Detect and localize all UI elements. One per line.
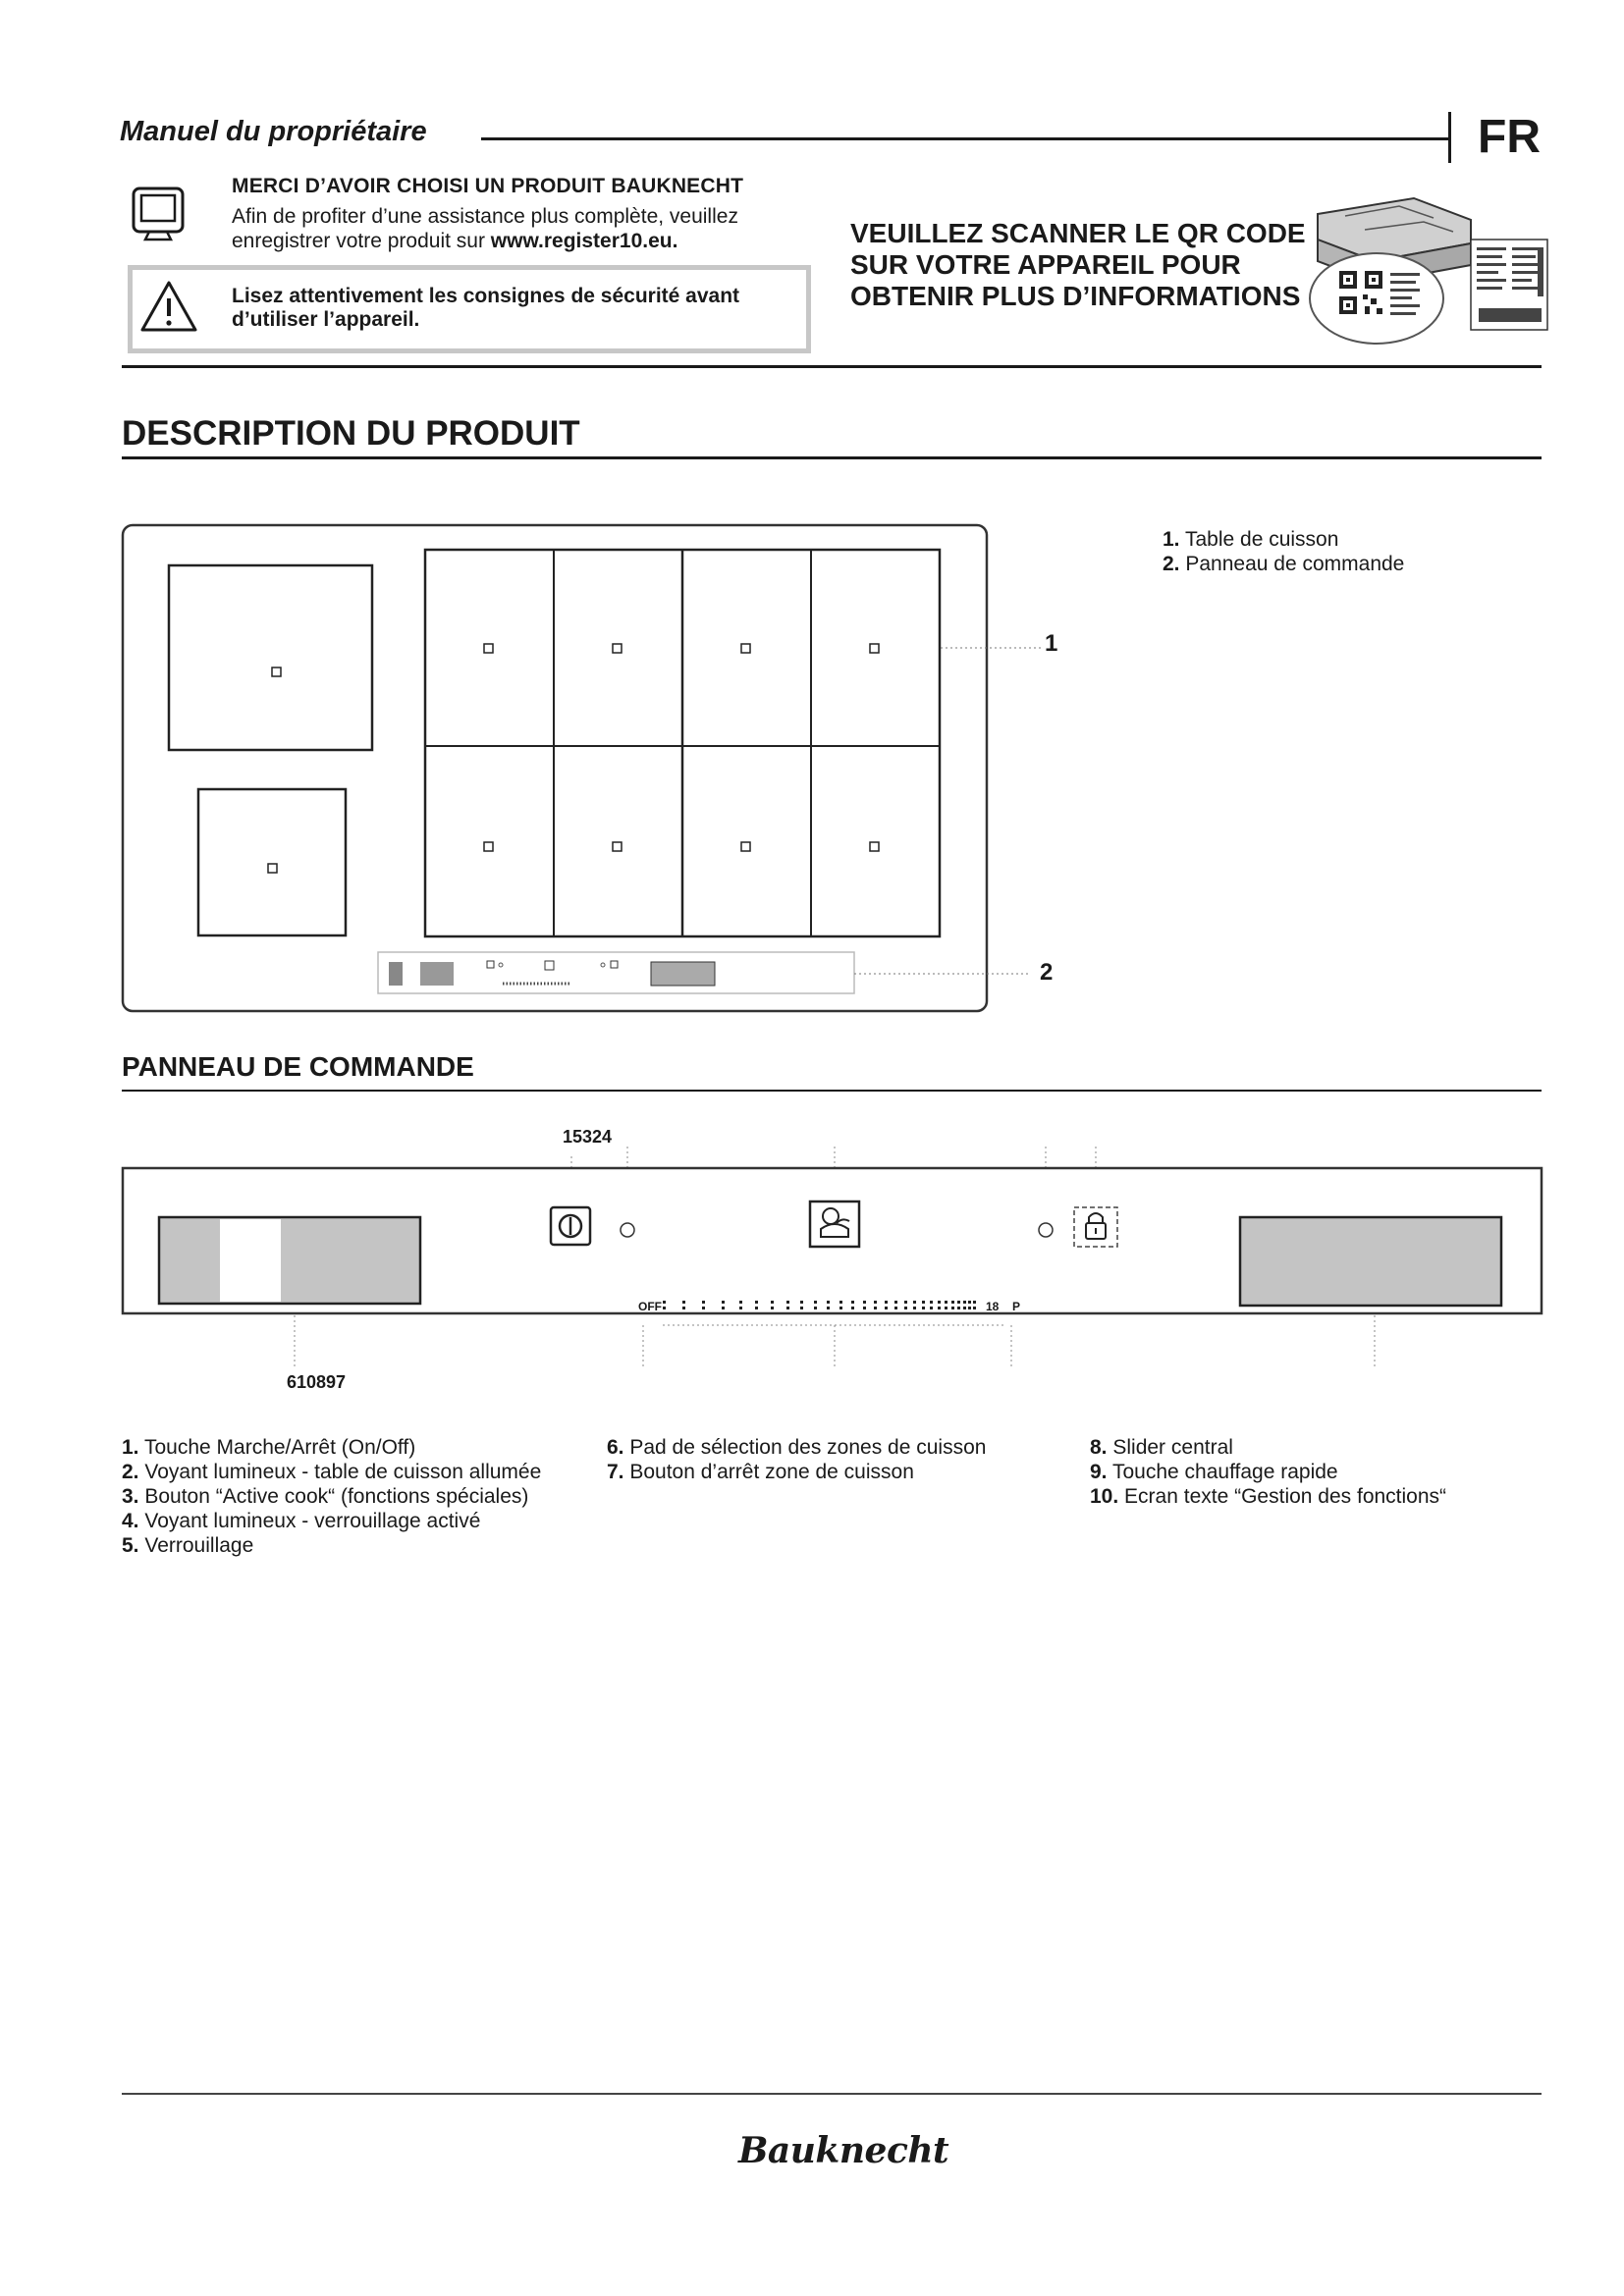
legend-item: 1. Touche Marche/Arrêt (On/Off) bbox=[122, 1436, 416, 1459]
legend-item: 10. Ecran texte “Gestion des fonctions“ bbox=[1090, 1485, 1447, 1508]
warning-line1: Lisez attentivement les consignes de sécurité avant bbox=[232, 285, 740, 307]
legend-item: 2. Voyant lumineux - table de cuisson allumée bbox=[122, 1461, 542, 1483]
header-rule bbox=[481, 137, 1448, 140]
qr-line3: OBTENIR PLUS D’INFORMATIONS bbox=[850, 281, 1301, 311]
monitor-icon bbox=[132, 187, 185, 241]
legend-item: 8. Slider central bbox=[1090, 1436, 1233, 1459]
register-url[interactable]: www.register10.eu. bbox=[490, 230, 678, 252]
qr-instructions bbox=[850, 218, 1322, 312]
appliance-qr-illustration bbox=[1306, 192, 1551, 346]
qr-line1: VEUILLEZ SCANNER LE QR CODE bbox=[850, 218, 1306, 248]
footer-rule bbox=[122, 2093, 1542, 2095]
legend-item: 3. Bouton “Active cook“ (fonctions spéciales) bbox=[122, 1485, 529, 1508]
panel-rule bbox=[122, 1090, 1542, 1092]
description-legend bbox=[1163, 527, 1404, 576]
legend-item: 9. Touche chauffage rapide bbox=[1090, 1461, 1338, 1483]
control-panel-diagram bbox=[118, 1139, 1551, 1374]
thanks-text bbox=[232, 204, 782, 253]
thanks-line2 bbox=[232, 229, 782, 253]
manual-title: Manuel du propriétaire bbox=[120, 116, 427, 147]
features-legend-col2 bbox=[607, 1435, 986, 1484]
legend-item: 2. Panneau de commande bbox=[1163, 553, 1405, 575]
callout-code-bottom: 610897 bbox=[287, 1372, 347, 1392]
legend-item: 6. Pad de sélection des zones de cuisson bbox=[607, 1436, 987, 1459]
thanks-title: MERCI D’AVOIR CHOISI UN PRODUIT BAUKNECHT bbox=[232, 175, 744, 197]
description-rule bbox=[122, 456, 1542, 459]
header-divider bbox=[1448, 112, 1451, 163]
warning-triangle-icon bbox=[139, 279, 198, 334]
warning-line2: d’utiliser l’appareil. bbox=[232, 308, 420, 331]
thanks-line1: Afin de profiter d’une assistance plus complète, veuillez bbox=[232, 205, 738, 228]
callout-2: 2 bbox=[1040, 959, 1054, 986]
features-legend-col1 bbox=[122, 1435, 541, 1558]
slider-p-label: P bbox=[1012, 1300, 1021, 1313]
safety-warning-text bbox=[232, 285, 791, 332]
header-bottom-rule bbox=[122, 365, 1542, 368]
language-code: FR bbox=[1478, 111, 1541, 163]
legend-item: 7. Bouton d’arrêt zone de cuisson bbox=[607, 1461, 914, 1483]
callout-1: 1 bbox=[1045, 630, 1058, 657]
thanks-line2-prefix: enregistrer votre produit sur bbox=[232, 230, 491, 252]
features-legend-col3 bbox=[1090, 1435, 1446, 1509]
legend-item: 5. Verrouillage bbox=[122, 1534, 254, 1557]
section-title-panel: PANNEAU DE COMMANDE bbox=[122, 1051, 474, 1082]
cooktop-diagram bbox=[118, 520, 1100, 1021]
slider-off-label: OFF bbox=[638, 1300, 662, 1313]
callout-code-top: 15324 bbox=[563, 1127, 613, 1147]
legend-item: 1. Table de cuisson bbox=[1163, 528, 1339, 551]
legend-item: 4. Voyant lumineux - verrouillage activé bbox=[122, 1510, 481, 1532]
slider-max-label: 18 bbox=[986, 1300, 1000, 1313]
qr-line2: SUR VOTRE APPAREIL POUR bbox=[850, 249, 1241, 280]
section-title-description: DESCRIPTION DU PRODUIT bbox=[122, 414, 580, 453]
bauknecht-logo: Bauknecht bbox=[738, 2130, 949, 2171]
